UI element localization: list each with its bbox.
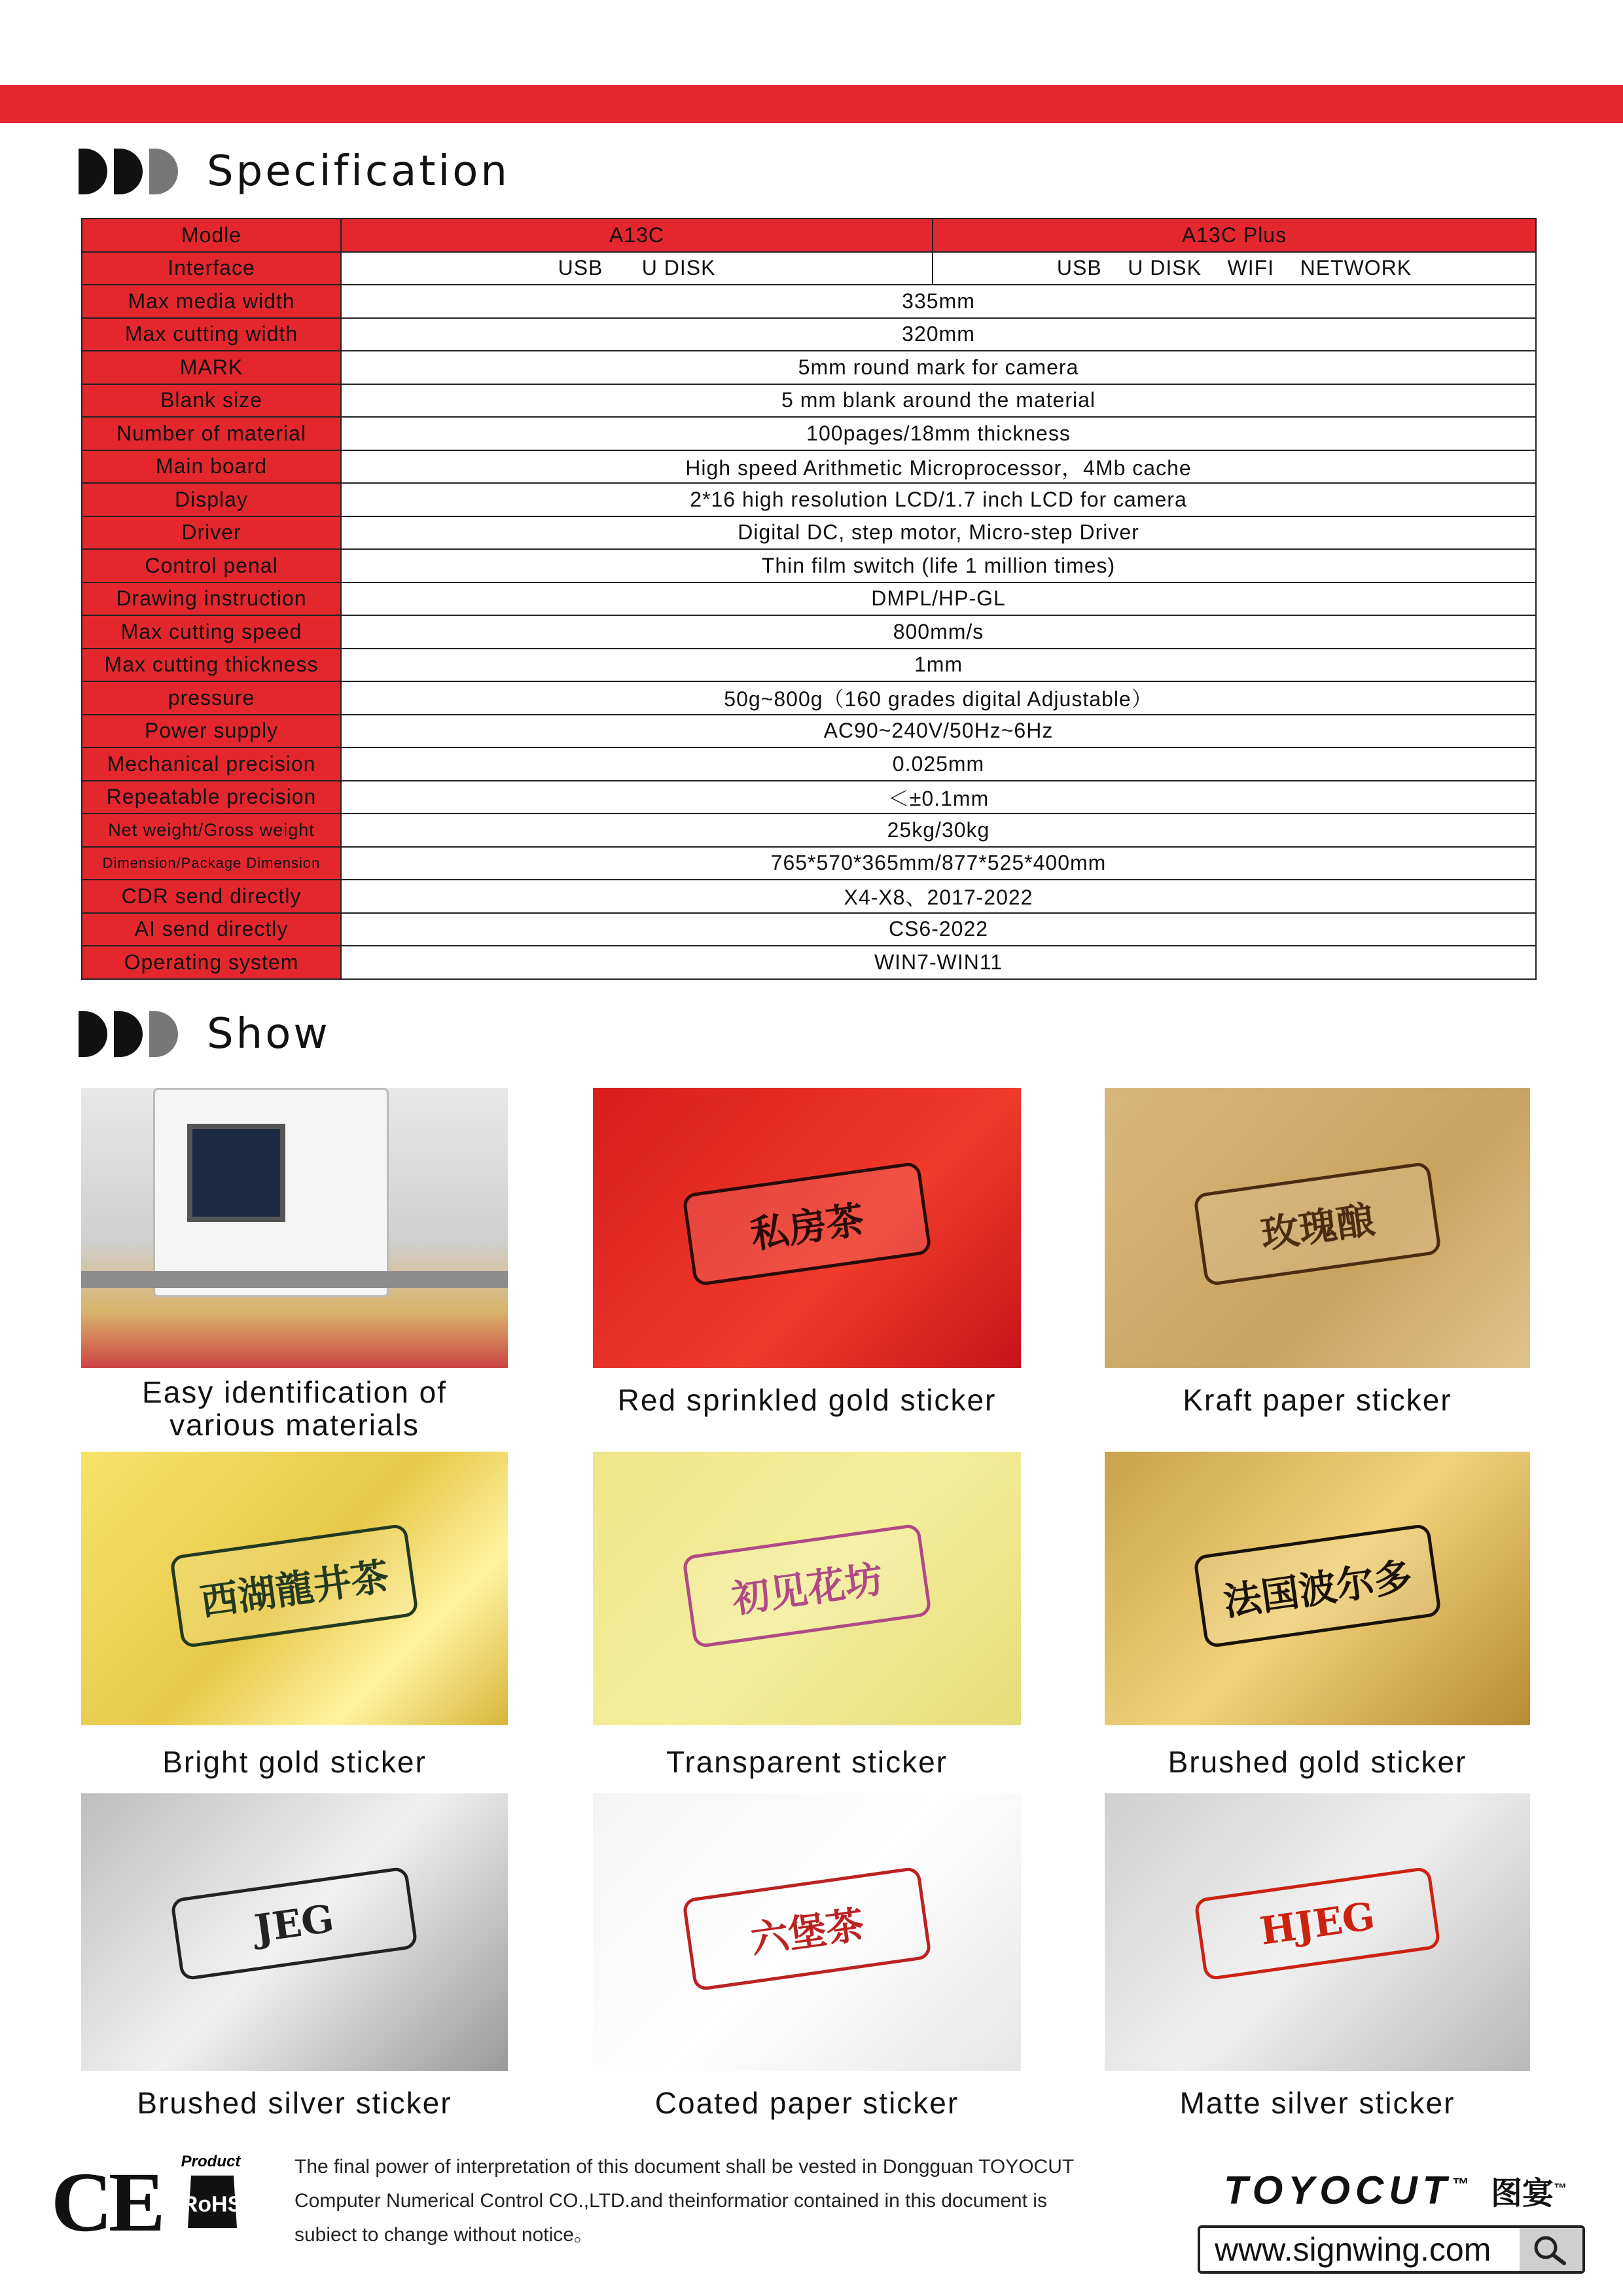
spec-label: CDR send directly bbox=[82, 880, 341, 913]
sticker-label-art: 初见花坊 bbox=[682, 1523, 932, 1649]
rohs-main-text: RoHS bbox=[181, 2192, 243, 2217]
spec-value: 0.025mm bbox=[341, 747, 1536, 781]
spec-label: Operating system bbox=[82, 946, 341, 979]
spec-value-a13c-plus: A13C Plus bbox=[933, 219, 1536, 252]
spec-value: 5 mm blank around the material bbox=[341, 384, 1536, 418]
spec-value-a13c: USB U DISK bbox=[341, 252, 933, 285]
trademark: ™ bbox=[1554, 2181, 1567, 2196]
spec-value: 800mm/s bbox=[341, 615, 1536, 649]
spec-value: Thin film switch (life 1 million times) bbox=[341, 549, 1536, 583]
spec-value: Digital DC, step motor, Micro-step Driver bbox=[341, 516, 1536, 550]
sticker-caption bbox=[1105, 2087, 1530, 2119]
spec-label: Number of material bbox=[82, 417, 341, 450]
spec-label: Mechanical precision bbox=[82, 747, 341, 781]
spec-value: 335mm bbox=[341, 285, 1536, 318]
disclaimer bbox=[294, 2150, 1171, 2252]
brand-logo bbox=[1224, 2168, 1474, 2213]
cutter-screen bbox=[187, 1124, 285, 1222]
spec-label: Drawing instruction bbox=[82, 583, 341, 616]
spec-value: ＜±0.1mm bbox=[341, 781, 1536, 814]
spec-label: Dimension/Package Dimension bbox=[82, 847, 341, 880]
spec-value: 50g~800g（160 grades digital Adjustable） bbox=[341, 681, 1536, 715]
spec-value: High speed Arithmetic Microprocessor，4Mb cache bbox=[341, 450, 1536, 484]
spec-label: MARK bbox=[82, 351, 341, 384]
spec-label: Driver bbox=[82, 516, 341, 550]
spec-label: AI send directly bbox=[82, 913, 341, 946]
spec-title: Specification bbox=[207, 147, 510, 196]
spec-value: 2*16 high resolution LCD/1.7 inch LCD for camera bbox=[341, 483, 1536, 516]
spec-row bbox=[82, 450, 1536, 484]
spec-value: X4-X8、2017-2022 bbox=[341, 880, 1536, 913]
sticker-photo bbox=[1105, 1793, 1530, 2071]
sticker-label-art: 西湖龍井茶 bbox=[169, 1523, 419, 1648]
caption-line: Transparent sticker bbox=[666, 1745, 948, 1779]
spec-label: pressure bbox=[82, 681, 341, 715]
spec-label: Net weight/Gross weight bbox=[82, 814, 341, 847]
spec-value: DMPL/HP-GL bbox=[341, 583, 1536, 616]
spec-row bbox=[82, 384, 1536, 418]
spec-label: Interface bbox=[82, 252, 341, 285]
sticker-photo bbox=[81, 1793, 508, 2071]
section-mark bbox=[149, 1011, 178, 1057]
disclaimer-line: Computer Numerical Control CO.,LTD.and theinformatior contained in this document is bbox=[294, 2190, 1047, 2212]
sticker-caption bbox=[593, 2087, 1021, 2119]
sticker-photo bbox=[1105, 1088, 1530, 1368]
spec-row bbox=[82, 681, 1536, 715]
spec-row bbox=[82, 483, 1536, 516]
section-mark bbox=[114, 149, 143, 194]
sticker-caption bbox=[1105, 1746, 1530, 1778]
cutter-rail bbox=[81, 1271, 508, 1288]
brand-name: TOYOCUT bbox=[1224, 2168, 1452, 2212]
spec-label: Control penal bbox=[82, 549, 341, 583]
caption-line: Bright gold sticker bbox=[162, 1745, 427, 1779]
spec-value: 320mm bbox=[341, 318, 1536, 351]
spec-label: Max cutting speed bbox=[82, 615, 341, 649]
section-mark bbox=[114, 1011, 143, 1057]
spec-label: Main board bbox=[82, 450, 341, 484]
ce-mark: CE bbox=[51, 2155, 162, 2250]
spec-row bbox=[82, 615, 1536, 649]
header-red-band bbox=[0, 85, 1623, 123]
show-section-header bbox=[79, 1008, 330, 1060]
sticker-caption bbox=[1105, 1384, 1530, 1416]
sticker-caption bbox=[593, 1746, 1021, 1778]
sticker-photo bbox=[593, 1088, 1021, 1368]
brand-cn-logo bbox=[1491, 2168, 1567, 2213]
spec-table bbox=[81, 218, 1537, 980]
spec-row bbox=[82, 417, 1536, 450]
spec-value: 100pages/18mm thickness bbox=[341, 417, 1536, 450]
spec-value: 765*570*365mm/877*525*400mm bbox=[341, 847, 1536, 880]
spec-row bbox=[82, 946, 1536, 979]
sticker-caption bbox=[81, 1376, 508, 1441]
spec-value: AC90~240V/50Hz~6Hz bbox=[341, 715, 1536, 748]
spec-label: Max media width bbox=[82, 285, 341, 318]
sticker-caption bbox=[81, 1746, 508, 1778]
spec-row bbox=[82, 318, 1536, 351]
sticker-label-art: HJEG bbox=[1194, 1866, 1441, 1981]
spec-label: Max cutting thickness bbox=[82, 649, 341, 682]
spec-row bbox=[82, 649, 1536, 682]
spec-label: Blank size bbox=[82, 384, 341, 418]
section-marks bbox=[79, 149, 178, 194]
caption-line: Coated paper sticker bbox=[654, 2086, 959, 2120]
rohs-top-text: Product bbox=[181, 2153, 241, 2170]
sticker-label-art: 私房茶 bbox=[682, 1161, 932, 1287]
sticker-photo bbox=[593, 1793, 1021, 2071]
spec-value: 5mm round mark for camera bbox=[341, 351, 1536, 384]
section-mark bbox=[149, 149, 178, 194]
spec-row bbox=[82, 880, 1536, 913]
disclaimer-line: subiect to change without notice。 bbox=[294, 2224, 594, 2246]
sticker-label-art: 玫瑰酿 bbox=[1193, 1161, 1442, 1286]
spec-row bbox=[82, 913, 1536, 946]
spec-row bbox=[82, 847, 1536, 880]
caption-line: various materials bbox=[169, 1408, 419, 1442]
show-title: Show bbox=[207, 1010, 330, 1058]
spec-value-a13c-plus: USB U DISK WIFI NETWORK bbox=[933, 252, 1536, 285]
spec-row bbox=[82, 351, 1536, 384]
spec-value: 25kg/30kg bbox=[341, 814, 1536, 847]
spec-row bbox=[82, 583, 1536, 616]
caption-line: Matte silver sticker bbox=[1179, 2086, 1455, 2120]
spec-label: Max cutting width bbox=[82, 318, 341, 351]
spec-value: CS6-2022 bbox=[341, 913, 1536, 946]
section-mark bbox=[79, 149, 107, 194]
sticker-caption bbox=[81, 2087, 508, 2119]
trademark: ™ bbox=[1452, 2174, 1474, 2194]
section-mark bbox=[79, 1011, 107, 1057]
spec-row bbox=[82, 715, 1536, 748]
caption-line: Brushed gold sticker bbox=[1168, 1745, 1467, 1779]
rohs-logo bbox=[171, 2149, 250, 2234]
sticker-label-art: 六堡茶 bbox=[682, 1866, 932, 1992]
sticker-photo bbox=[81, 1088, 508, 1368]
spec-row bbox=[82, 285, 1536, 318]
spec-value: WIN7-WIN11 bbox=[341, 946, 1536, 979]
spec-section-header bbox=[79, 145, 510, 198]
sticker-photo bbox=[81, 1452, 508, 1725]
sticker-photo bbox=[1105, 1452, 1530, 1725]
sticker-photo bbox=[593, 1452, 1021, 1725]
spec-value: 1mm bbox=[341, 649, 1536, 682]
caption-line: Easy identification of bbox=[142, 1375, 447, 1409]
spec-label: Modle bbox=[82, 219, 341, 252]
spec-label: Repeatable precision bbox=[82, 781, 341, 814]
spec-value-a13c: A13C bbox=[341, 219, 933, 252]
spec-row bbox=[82, 814, 1536, 847]
search-icon bbox=[1520, 2228, 1582, 2271]
spec-row bbox=[82, 516, 1536, 550]
sticker-label-art: 法国波尔多 bbox=[1193, 1523, 1442, 1648]
caption-line: Kraft paper sticker bbox=[1183, 1383, 1452, 1417]
caption-line: Red sprinkled gold sticker bbox=[617, 1383, 997, 1417]
website-box[interactable] bbox=[1198, 2225, 1585, 2274]
spec-row bbox=[82, 219, 1536, 252]
spec-row bbox=[82, 781, 1536, 814]
caption-line: Brushed silver sticker bbox=[137, 2086, 452, 2120]
spec-label: Display bbox=[82, 483, 341, 516]
spec-row bbox=[82, 747, 1536, 781]
sticker-label-art: JEG bbox=[170, 1866, 418, 1981]
section-marks bbox=[79, 1011, 178, 1057]
disclaimer-line: The final power of interpretation of this document shall be vested in Dongguan TOYOCUT bbox=[294, 2156, 1075, 2178]
spec-label: Power supply bbox=[82, 715, 341, 748]
spec-row bbox=[82, 549, 1536, 583]
spec-row bbox=[82, 252, 1536, 285]
sticker-caption bbox=[593, 1384, 1021, 1416]
website-url[interactable]: www.signwing.com bbox=[1215, 2231, 1491, 2268]
brand-cn-text: 图宴 bbox=[1491, 2176, 1554, 2211]
